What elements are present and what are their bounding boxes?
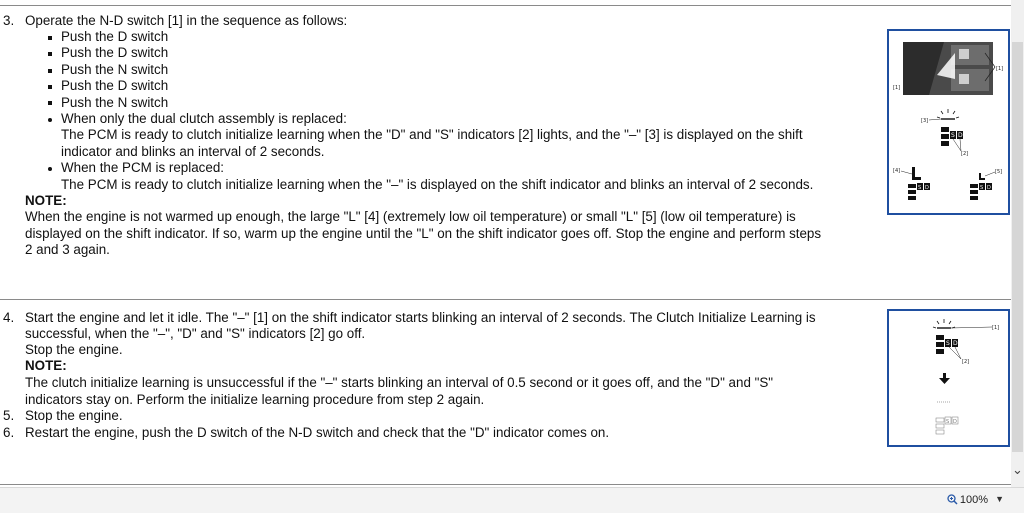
step-4-text: Stop the engine.	[25, 342, 123, 357]
svg-text:S: S	[946, 419, 950, 425]
svg-text:S: S	[918, 185, 922, 191]
status-bar	[0, 487, 1024, 513]
large-l-indicator	[908, 167, 930, 200]
note-text: indicators stay on. Perform the initialize learning procedure from step 2 again.	[25, 392, 485, 407]
note-text: The clutch initialize learning is unsuccessful if the "–" starts blinking an interval of 0.5 second or it goes off, and the "D" and "S"	[25, 375, 774, 390]
note-text: 2 and 3 again.	[25, 242, 110, 257]
zoom-value: 100%	[959, 494, 988, 506]
svg-text:[3]: [3]	[921, 118, 929, 124]
bullet	[48, 69, 52, 73]
step-6-text: Restart the engine, push the D switch of the N-D switch and check that the "D" indicator comes on.	[25, 425, 610, 440]
case-condition: When only the dual clutch assembly is replaced:	[61, 111, 347, 126]
sequence-item: Push the N switch	[61, 62, 169, 77]
svg-text:[2]: [2]	[962, 359, 970, 365]
step-4-number: 4.	[3, 310, 15, 325]
case-condition: When the PCM is replaced:	[61, 160, 224, 175]
step-5-text: Stop the engine.	[25, 408, 123, 423]
svg-text:D: D	[925, 185, 929, 191]
section-divider	[0, 299, 1011, 300]
blinking-bar-indicator	[933, 319, 955, 328]
zoom-icon	[947, 494, 958, 505]
sequence-item: Push the D switch	[61, 78, 169, 93]
step-4-text: Start the engine and let it idle. The "–" [1] on the shift indicator starts blinking an interval of 2 seconds. The Clutch Initialize Learning is	[25, 310, 816, 325]
zoom-level[interactable]	[947, 494, 988, 506]
zoom-dropdown-icon[interactable]: ▼	[995, 494, 1004, 504]
shift-indicator-sequence-diagram	[889, 311, 1008, 445]
svg-text:[1]: [1]	[893, 85, 901, 91]
scrollbar-thumb[interactable]	[1012, 42, 1023, 452]
step-4-text: successful, when the "–", "D" and "S" indicators [2] go off.	[25, 326, 366, 341]
small-l-indicator	[970, 173, 992, 200]
sequence-item: Push the N switch	[61, 95, 169, 110]
svg-text:[5]: [5]	[995, 169, 1003, 175]
note-text: When the engine is not warmed up enough, the large "L" [4] (extremely low oil temperature) or small "L" [5] (low oil temperature) is	[25, 209, 796, 224]
arrow-down-icon	[939, 373, 950, 384]
step-3-number: 3.	[3, 13, 15, 28]
section-divider	[0, 5, 1011, 6]
step-6-number: 6.	[3, 425, 15, 440]
svg-text:[4]: [4]	[893, 168, 901, 174]
svg-text:D: D	[958, 132, 963, 139]
indicators-off	[936, 417, 958, 434]
note-label: NOTE:	[25, 193, 67, 208]
step-3-text: Operate the N-D switch [1] in the sequence as follows:	[25, 13, 348, 28]
bullet	[48, 167, 52, 171]
svg-text:D: D	[953, 340, 958, 347]
bullet	[48, 85, 52, 89]
note-text: displayed on the shift indicator. If so, warm up the engine until the "L" on the shift indicator goes off. Stop the engine and perform steps	[25, 226, 822, 241]
svg-text:D: D	[953, 419, 957, 425]
bullet	[48, 52, 52, 56]
step-5-number: 5.	[3, 408, 15, 423]
shift-indicator-diagram	[889, 31, 1008, 213]
blinking-bar-indicator	[929, 109, 959, 120]
step-4-figure[interactable]	[887, 309, 1010, 447]
bullet	[48, 118, 52, 122]
bullet	[48, 101, 52, 105]
svg-text:[2]: [2]	[961, 151, 969, 157]
svg-text:[1]: [1]	[992, 325, 1000, 331]
section-divider	[0, 484, 1011, 485]
sequence-item: Push the D switch	[61, 29, 169, 44]
sequence-item: Push the D switch	[61, 45, 169, 60]
note-label: NOTE:	[25, 358, 67, 373]
svg-text:S: S	[951, 132, 955, 139]
svg-text:D: D	[987, 185, 991, 191]
svg-text:S: S	[946, 340, 950, 347]
case-text: The PCM is ready to clutch initialize learning when the "D" and "S" indicators [2] lights, and the "–" [3] is displayed on the shift	[61, 127, 803, 142]
scroll-down-arrow-icon[interactable]: ⌄	[1012, 462, 1023, 477]
case-text: indicator and blinks an interval of 2 seconds.	[61, 144, 325, 159]
case-text: The PCM is ready to clutch initialize learning when the "–" is displayed on the shift indicator and blinks an interval of 2 seconds.	[61, 177, 814, 192]
step-3-figure[interactable]	[887, 29, 1010, 215]
svg-text:S: S	[980, 185, 984, 191]
svg-text:[1]: [1]	[996, 66, 1004, 72]
bullet	[48, 36, 52, 40]
